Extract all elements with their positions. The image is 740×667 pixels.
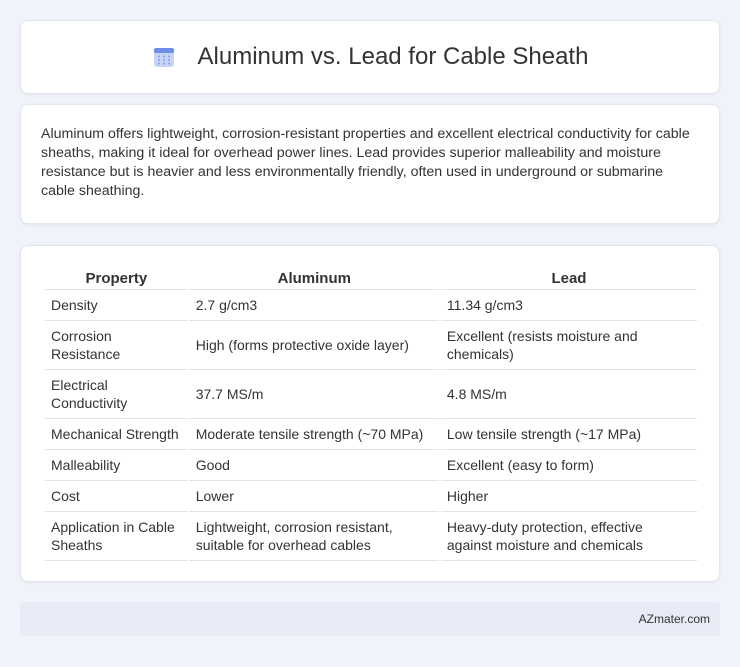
comparison-card <box>20 245 720 582</box>
cell-lead: 4.8 MS/m <box>441 370 697 419</box>
cell-property: Application in Cable Sheaths <box>45 512 188 561</box>
comparison-table <box>43 266 699 561</box>
header-property: Property <box>45 266 188 290</box>
header-aluminum: Aluminum <box>190 266 439 290</box>
cell-property: Mechanical Strength <box>45 419 188 450</box>
intro-card <box>20 104 720 224</box>
cell-lead: Excellent (resists moisture and chemicals) <box>441 321 697 370</box>
cell-aluminum: Lower <box>190 481 439 512</box>
table-header-row <box>45 266 697 290</box>
title-card <box>20 20 720 94</box>
cell-lead: Low tensile strength (~17 MPa) <box>441 419 697 450</box>
intro-paragraph: Aluminum offers lightweight, corrosion-resistant properties and excellent electrical conductivity for cable sheaths, making it ideal for overhead power lines. Lead provides superior malleability and moisture resistance but is heavier and less environmentally friendly, often used in underground or submarine cable sheathing. <box>41 126 690 199</box>
page-title: Aluminum vs. Lead for Cable Sheath <box>197 43 589 70</box>
cell-lead: Excellent (easy to form) <box>441 450 697 481</box>
cell-lead: 11.34 g/cm3 <box>441 290 697 321</box>
calendar-icon <box>152 45 176 69</box>
table-row <box>45 481 697 512</box>
cell-lead: Heavy-duty protection, effective against moisture and chemicals <box>441 512 697 561</box>
cell-aluminum: 2.7 g/cm3 <box>190 290 439 321</box>
cell-property: Electrical Conductivity <box>45 370 188 419</box>
table-row <box>45 290 697 321</box>
cell-aluminum: Good <box>190 450 439 481</box>
cell-aluminum: 37.7 MS/m <box>190 370 439 419</box>
table-row <box>45 512 697 561</box>
table-row <box>45 450 697 481</box>
cell-aluminum: Moderate tensile strength (~70 MPa) <box>190 419 439 450</box>
cell-property: Density <box>45 290 188 321</box>
cell-property: Malleability <box>45 450 188 481</box>
footer <box>20 602 720 636</box>
footer-brand[interactable]: AZmater.com <box>638 612 710 626</box>
table-row <box>45 370 697 419</box>
title-wrap <box>152 43 589 71</box>
cell-lead: Higher <box>441 481 697 512</box>
cell-aluminum: High (forms protective oxide layer) <box>190 321 439 370</box>
header-lead: Lead <box>441 266 697 290</box>
cell-aluminum: Lightweight, corrosion resistant, suitable for overhead cables <box>190 512 439 561</box>
table-row <box>45 321 697 370</box>
cell-property: Corrosion Resistance <box>45 321 188 370</box>
table-row <box>45 419 697 450</box>
cell-property: Cost <box>45 481 188 512</box>
